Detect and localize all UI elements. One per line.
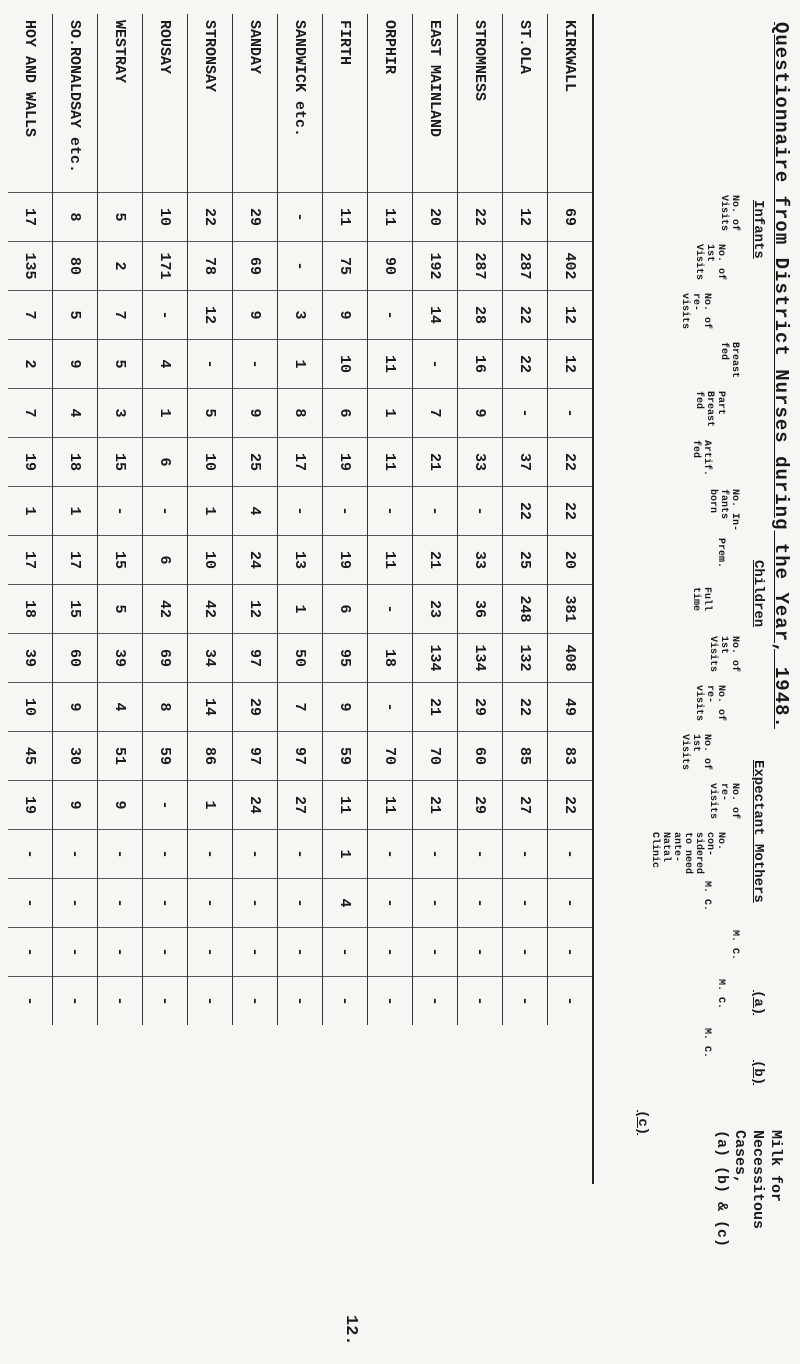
table-cell: 28 [458, 291, 503, 340]
table-cell: 70 [413, 732, 458, 781]
table-cell: - [53, 879, 98, 928]
table-cell: 4 [143, 340, 188, 389]
table-cell: - [278, 830, 323, 879]
table-row [503, 14, 548, 1025]
table-cell: - [98, 830, 143, 879]
table-cell: 4 [323, 879, 368, 928]
area-name: FIRTH [323, 14, 368, 193]
table-cell: 95 [323, 634, 368, 683]
table-cell: 11 [368, 781, 413, 830]
table-cell: - [278, 928, 323, 977]
table-row [143, 14, 188, 1025]
side-label-line: (a) (b) & (c) [713, 1130, 730, 1248]
table-cell: 19 [323, 536, 368, 585]
table-cell: 22 [503, 487, 548, 536]
table-cell: 59 [323, 732, 368, 781]
table-cell: - [53, 830, 98, 879]
table-cell: 22 [548, 438, 593, 487]
table-cell: - [143, 781, 188, 830]
table-cell: 11 [368, 340, 413, 389]
area-name: SANDWICK etc. [278, 14, 323, 193]
table-cell: - [278, 242, 323, 291]
table-cell: 1 [278, 340, 323, 389]
table-cell: - [368, 928, 413, 977]
table-cell: 5 [98, 340, 143, 389]
table-cell: 9 [323, 683, 368, 732]
table-cell: - [188, 977, 233, 1026]
table-cell: 11 [323, 781, 368, 830]
table-cell: 21 [413, 438, 458, 487]
table-cell: 21 [413, 536, 458, 585]
table-row [413, 14, 458, 1025]
table-cell: - [278, 977, 323, 1026]
table-cell: 17 [278, 438, 323, 487]
area-name: SO.RONALDSAY etc. [53, 14, 98, 193]
table-cell: 6 [323, 585, 368, 634]
area-name: SANDAY [233, 14, 278, 193]
table-cell: 19 [8, 438, 53, 487]
table-cell: - [413, 879, 458, 928]
table-cell: - [143, 879, 188, 928]
side-label-line: Cases, [731, 1130, 748, 1185]
column-header: M. C. [729, 930, 740, 961]
table-row [458, 14, 503, 1025]
header-rule [592, 14, 594, 1184]
column-header: No. of re- visits [707, 783, 740, 820]
table-cell: 97 [278, 732, 323, 781]
table-cell: 50 [278, 634, 323, 683]
table-cell: 22 [503, 340, 548, 389]
table-cell: 4 [233, 487, 278, 536]
table-cell: - [503, 977, 548, 1026]
table-cell: 408 [548, 634, 593, 683]
table-cell: 14 [188, 683, 233, 732]
table-cell: - [278, 193, 323, 242]
column-header: M. C. [715, 979, 726, 1010]
table-cell: 3 [98, 389, 143, 438]
table-cell: 24 [233, 781, 278, 830]
table-cell: 9 [53, 340, 98, 389]
table-cell: - [548, 389, 593, 438]
table-cell: 33 [458, 536, 503, 585]
table-cell: 59 [143, 732, 188, 781]
table-cell: - [323, 977, 368, 1026]
column-header: M. C. [701, 1028, 712, 1059]
table-cell: 18 [53, 438, 98, 487]
table-cell: 17 [53, 536, 98, 585]
table-cell: 24 [233, 536, 278, 585]
column-header: Artif. fed [690, 440, 712, 477]
table-cell: 34 [188, 634, 233, 683]
table-cell: - [143, 487, 188, 536]
milk-necessitous-label [712, 1130, 784, 1247]
table-cell: 7 [278, 683, 323, 732]
table-cell: 6 [323, 389, 368, 438]
table-row [368, 14, 413, 1025]
table-cell: - [503, 389, 548, 438]
table-row [323, 14, 368, 1025]
table-cell: - [548, 977, 593, 1026]
table-cell: 7 [413, 389, 458, 438]
table-cell: - [8, 977, 53, 1026]
table-cell: - [188, 879, 233, 928]
table-cell: - [368, 291, 413, 340]
table-cell: 402 [548, 242, 593, 291]
table-cell: 10 [323, 340, 368, 389]
table-cell: 171 [143, 242, 188, 291]
table-cell: 22 [503, 683, 548, 732]
table-cell: 12 [233, 585, 278, 634]
column-header: No. of re- visits [693, 685, 726, 722]
table-cell: 19 [8, 781, 53, 830]
column-header: Breast fed [718, 342, 740, 379]
column-header: Full time [690, 587, 712, 612]
table-cell: 11 [368, 438, 413, 487]
table-cell: - [458, 487, 503, 536]
table-cell: 1 [278, 585, 323, 634]
area-name: ST.OLA [503, 14, 548, 193]
table-cell: 51 [98, 732, 143, 781]
area-name: ORPHIR [368, 14, 413, 193]
table-cell: 5 [98, 193, 143, 242]
table-cell: 1 [53, 487, 98, 536]
table-cell: 9 [233, 291, 278, 340]
table-cell: - [548, 879, 593, 928]
table-cell: - [8, 879, 53, 928]
table-cell: - [458, 928, 503, 977]
table-cell: 134 [413, 634, 458, 683]
table-cell: 45 [8, 732, 53, 781]
column-header: No. of 1st Visits [707, 636, 740, 673]
table-cell: - [53, 977, 98, 1026]
table-cell: 29 [233, 683, 278, 732]
table-cell: 22 [188, 193, 233, 242]
column-header: Part Breast fed [693, 391, 726, 428]
table-cell: 6 [143, 438, 188, 487]
table-row [8, 14, 53, 1025]
side-label-line: Necessitous [749, 1130, 766, 1230]
table-cell: - [413, 928, 458, 977]
table-cell: 192 [413, 242, 458, 291]
table-cell: 39 [98, 634, 143, 683]
column-header: M. C. [701, 881, 712, 912]
table-cell: 2 [8, 340, 53, 389]
table-cell: - [548, 830, 593, 879]
side-label-line: Milk for [767, 1130, 784, 1203]
table-cell: 9 [233, 389, 278, 438]
table-cell: 20 [413, 193, 458, 242]
table-cell: 86 [188, 732, 233, 781]
table-cell: - [278, 879, 323, 928]
table-cell: 5 [188, 389, 233, 438]
table-cell: 83 [548, 732, 593, 781]
table-cell: 8 [143, 683, 188, 732]
table-cell: 97 [233, 732, 278, 781]
table-cell: - [98, 879, 143, 928]
table-cell: 8 [53, 193, 98, 242]
group-milk-b: (b) [750, 1060, 766, 1086]
table-row [548, 14, 593, 1025]
area-name: STROMNESS [458, 14, 503, 193]
table-cell: - [368, 585, 413, 634]
table-cell: 69 [548, 193, 593, 242]
table-cell: 21 [413, 683, 458, 732]
visits-table [8, 14, 592, 1025]
column-header: No. con- sidered to need ante-Natal Clinic [649, 832, 726, 875]
group-milk-c: (c) [634, 1110, 650, 1136]
table-cell: 5 [98, 585, 143, 634]
table-cell: - [188, 340, 233, 389]
table-cell: - [458, 830, 503, 879]
table-cell: - [143, 928, 188, 977]
table-cell: 85 [503, 732, 548, 781]
table-cell: - [233, 977, 278, 1026]
table-row [98, 14, 143, 1025]
table-cell: 8 [278, 389, 323, 438]
table-cell: 16 [458, 340, 503, 389]
table-cell: 7 [8, 389, 53, 438]
table-cell: 49 [548, 683, 593, 732]
column-header: No. of 1st Visits [679, 734, 712, 771]
table-cell: 1 [188, 487, 233, 536]
area-name: KIRKWALL [548, 14, 593, 193]
table-cell: 33 [458, 438, 503, 487]
area-name: STRONSAY [188, 14, 233, 193]
table-cell: 11 [323, 193, 368, 242]
group-expectant-mothers: Expectant Mothers [750, 760, 766, 903]
table-cell: - [233, 928, 278, 977]
table-cell: - [233, 830, 278, 879]
table-cell: - [143, 977, 188, 1026]
table-row [188, 14, 233, 1025]
table-cell: 75 [323, 242, 368, 291]
table-cell: - [368, 977, 413, 1026]
table-cell: 9 [53, 683, 98, 732]
table-cell: 6 [143, 536, 188, 585]
table-cell: - [233, 340, 278, 389]
table-cell: 9 [53, 781, 98, 830]
table-cell: 287 [458, 242, 503, 291]
table-cell: 381 [548, 585, 593, 634]
table-cell: 90 [368, 242, 413, 291]
table-cell: 4 [53, 389, 98, 438]
table-cell: - [323, 487, 368, 536]
table-cell: 10 [188, 536, 233, 585]
table-cell: 1 [368, 389, 413, 438]
table-cell: 18 [368, 634, 413, 683]
table-cell: 14 [413, 291, 458, 340]
area-name: ROUSAY [143, 14, 188, 193]
table-cell: 1 [8, 487, 53, 536]
table-cell: 39 [8, 634, 53, 683]
area-name: WESTRAY [98, 14, 143, 193]
table-cell: 29 [458, 781, 503, 830]
table-cell: 19 [323, 438, 368, 487]
table-cell: 10 [8, 683, 53, 732]
column-header: No. of re- visits [679, 293, 712, 330]
table-cell: 17 [8, 193, 53, 242]
table-cell: - [503, 928, 548, 977]
table-cell: 132 [503, 634, 548, 683]
table-cell: - [98, 977, 143, 1026]
table-cell: 22 [548, 487, 593, 536]
table-cell: - [368, 879, 413, 928]
table-cell: 1 [188, 781, 233, 830]
table-cell: 23 [413, 585, 458, 634]
table-cell: 29 [233, 193, 278, 242]
table-cell: 18 [8, 585, 53, 634]
table-cell: - [458, 879, 503, 928]
table-cell: - [8, 830, 53, 879]
table-cell: 15 [98, 536, 143, 585]
group-infants: Infants [750, 200, 766, 259]
table-cell: 15 [53, 585, 98, 634]
table-cell: 37 [503, 438, 548, 487]
table-cell: - [503, 830, 548, 879]
table-cell: 70 [368, 732, 413, 781]
table-cell: 97 [233, 634, 278, 683]
table-cell: 12 [548, 340, 593, 389]
table-cell: - [413, 830, 458, 879]
table-cell: - [143, 830, 188, 879]
group-children: Children [750, 560, 766, 628]
table-cell: 135 [8, 242, 53, 291]
area-name: EAST MAINLAND [413, 14, 458, 193]
table-cell: 7 [98, 291, 143, 340]
table-row [53, 14, 98, 1025]
table-cell: 12 [548, 291, 593, 340]
table-cell: 10 [188, 438, 233, 487]
table-cell: 287 [503, 242, 548, 291]
table-cell: 7 [8, 291, 53, 340]
table-cell: 12 [188, 291, 233, 340]
page-number: 12. [341, 1315, 360, 1346]
table-cell: - [188, 830, 233, 879]
table-cell: 1 [143, 389, 188, 438]
table-cell: 22 [503, 291, 548, 340]
table-cell: 78 [188, 242, 233, 291]
table-cell: 60 [458, 732, 503, 781]
table-cell: - [98, 928, 143, 977]
table-cell: 27 [278, 781, 323, 830]
table-cell: 20 [548, 536, 593, 585]
table-cell: - [413, 977, 458, 1026]
column-header: No. of 1st Visits [693, 244, 726, 281]
table-cell: - [143, 291, 188, 340]
table-cell: - [53, 928, 98, 977]
table-cell: 5 [53, 291, 98, 340]
table-cell: 11 [368, 536, 413, 585]
table-cell: 248 [503, 585, 548, 634]
table-cell: 4 [98, 683, 143, 732]
table-cell: 29 [458, 683, 503, 732]
table-cell: - [548, 928, 593, 977]
table-cell: 69 [233, 242, 278, 291]
table-cell: 9 [98, 781, 143, 830]
table-cell: - [8, 928, 53, 977]
table-cell: 22 [458, 193, 503, 242]
column-header: No. In- fants born [707, 489, 740, 532]
table-row [233, 14, 278, 1025]
table-cell: 1 [323, 830, 368, 879]
table-cell: 13 [278, 536, 323, 585]
table-cell: 80 [53, 242, 98, 291]
table-cell: - [458, 977, 503, 1026]
table-cell: - [368, 487, 413, 536]
table-cell: 21 [413, 781, 458, 830]
table-cell: 134 [458, 634, 503, 683]
table-cell: 27 [503, 781, 548, 830]
table-cell: - [233, 879, 278, 928]
table-cell: 42 [188, 585, 233, 634]
table-cell: 15 [98, 438, 143, 487]
group-milk-a: (a) [750, 990, 766, 1016]
table-cell: 22 [548, 781, 593, 830]
area-name: HOY AND WALLS [21, 20, 39, 138]
page-title: Questionnaire from District Nurses during the Year, 1948. [770, 22, 792, 729]
table-cell: 30 [53, 732, 98, 781]
table-cell: 36 [458, 585, 503, 634]
table-cell: - [323, 928, 368, 977]
table-cell: 10 [143, 193, 188, 242]
table-cell: - [413, 340, 458, 389]
table-row [278, 14, 323, 1025]
table-cell: - [503, 879, 548, 928]
table-cell: 12 [503, 193, 548, 242]
table-cell: - [413, 487, 458, 536]
table-cell: 9 [458, 389, 503, 438]
table-cell: - [98, 487, 143, 536]
table-cell: 3 [278, 291, 323, 340]
table-cell: 2 [98, 242, 143, 291]
table-cell: 11 [368, 193, 413, 242]
table-cell: - [278, 487, 323, 536]
table-cell: - [188, 928, 233, 977]
table-cell: 9 [323, 291, 368, 340]
table-cell: 42 [143, 585, 188, 634]
table-cell: 69 [143, 634, 188, 683]
column-header: No. of Visits [718, 195, 740, 232]
table-cell: 25 [233, 438, 278, 487]
column-header: Prem. [715, 538, 726, 569]
table-cell: - [368, 830, 413, 879]
table-cell: 60 [53, 634, 98, 683]
table-cell: 17 [8, 536, 53, 585]
table-cell: 25 [503, 536, 548, 585]
table-cell: - [368, 683, 413, 732]
